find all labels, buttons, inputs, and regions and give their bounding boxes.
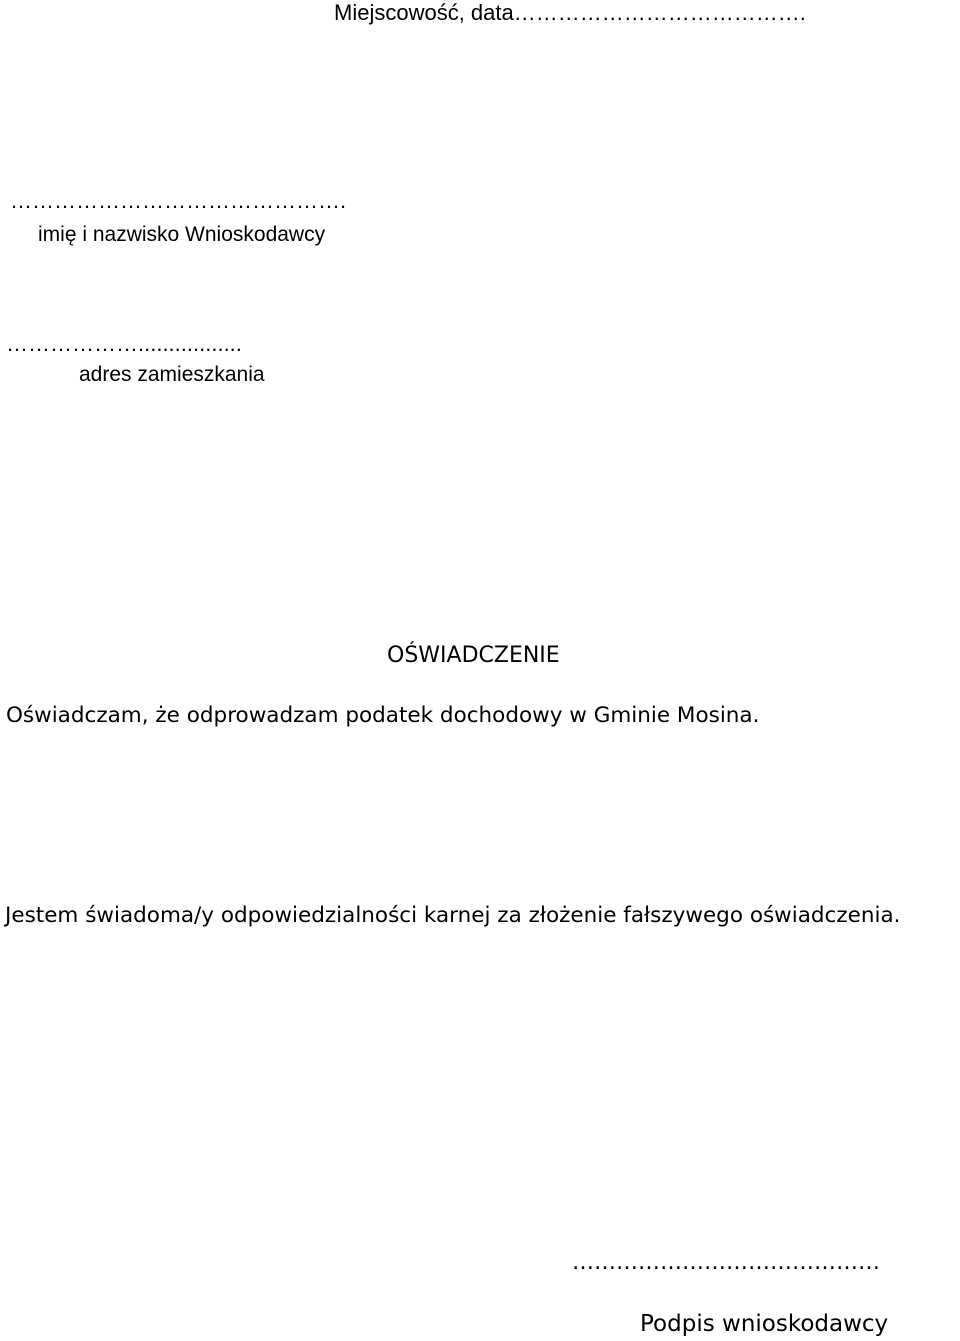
applicant-address-label: adres zamieszkania xyxy=(79,363,265,386)
applicant-name-line: ………………………………………. xyxy=(10,188,347,213)
applicant-name-label: imię i nazwisko Wnioskodawcy xyxy=(38,223,326,246)
signature-line: …………………………………… xyxy=(572,1250,880,1275)
document-heading: OŚWIADCZENIE xyxy=(387,643,560,668)
applicant-address-line: ………………................. xyxy=(6,331,242,356)
liability-awareness-text: Jestem świadoma/y odpowiedzialności karnej za złożenie fałszywego oświadczenia. xyxy=(5,903,901,928)
signature-label: Podpis wnioskodawcy xyxy=(640,1311,889,1337)
statement-text: Oświadczam, że odprowadzam podatek dochodowy w Gminie Mosina. xyxy=(6,703,760,728)
place-date-field: Miejscowość, data…………………………………. xyxy=(334,0,806,25)
